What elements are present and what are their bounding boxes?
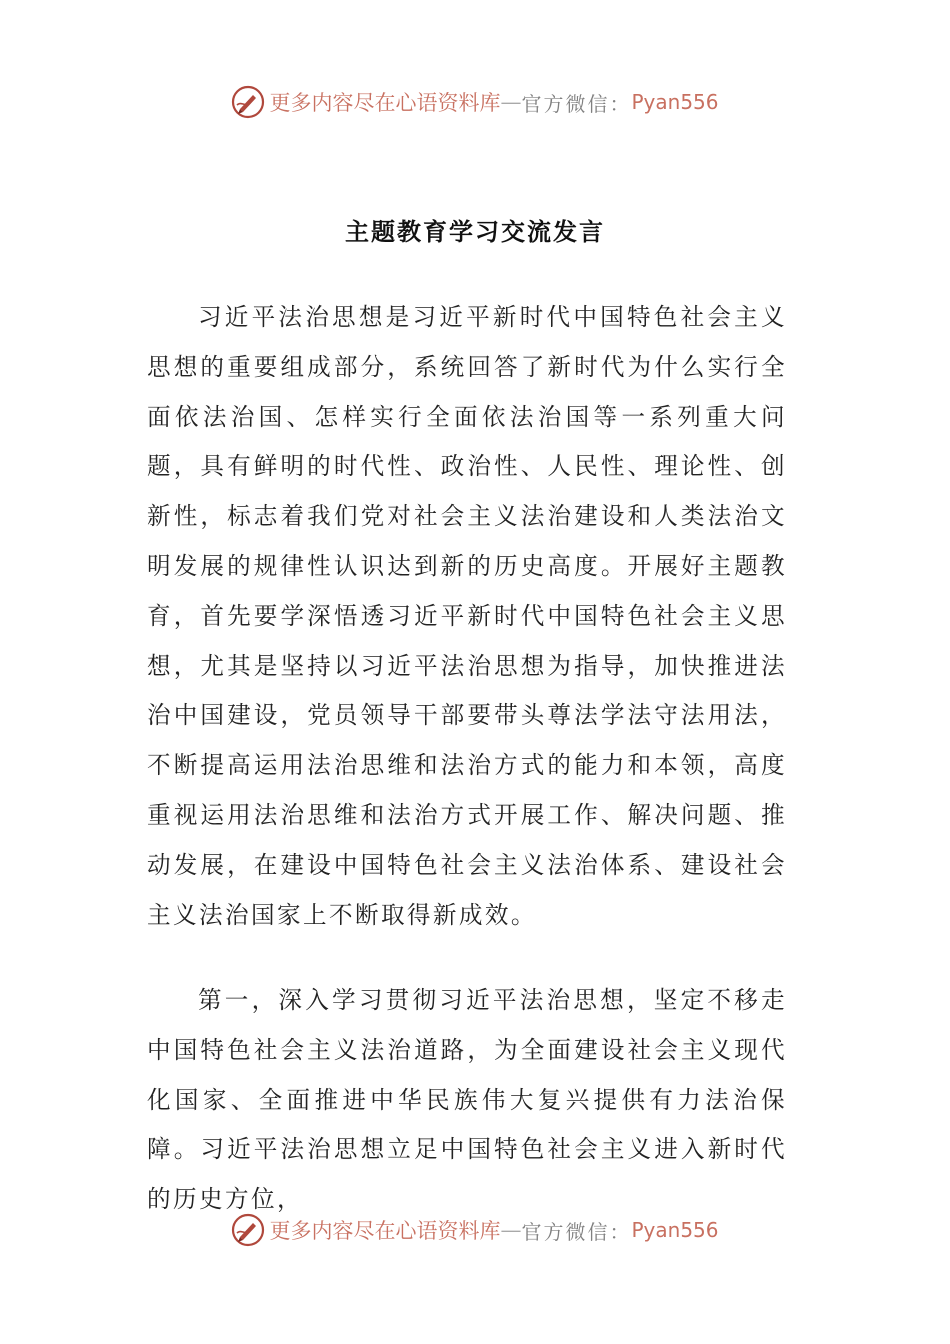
paragraph-2: 第一，深入学习贯彻习近平法治思想，坚定不移走中国特色社会主义法治道路，为全面建设社会主义现代化国家、全面推进中华民族伟大复兴提供有力法治保障。习近平法治思想立足中国特色社会主义进入新时代的历史方位， [147,986,787,1214]
banner-wechat-label: 官方微信： [521,91,632,116]
paragraph-1: 习近平法治思想是习近平新时代中国特色社会主义思想的重要组成部分，系统回答了新时代为什么实行全面依法治国、怎样实行全面依法治国等一系列重大问题，具有鲜明的时代性、政治性、人民性、理论性、创新性，标志着我们党对社会主义法治建设和人类法治文明发展的规律性认识达到新的历史高度。开展好主题教育，首先要学深悟透习近平新时代中国特色社会主义思想，尤其是坚持以习近平法治思想为指导，加快推进法治中国建设，党员领导干部要带头尊法学法守法用法，不断提高运用法治思维和法治方式的能力和本领，高度重视运用法治思维和法治方式开展工作、解决问题、推动发展，在建设中国特色社会主义法治体系、建设社会主义法治国家上不断取得新成效。 [147,303,787,929]
banner-wechat-label: 官方微信： [521,1219,632,1244]
document-title: 主题教育学习交流发言 [345,218,605,246]
pen-logo-icon [231,1213,265,1247]
footer-watermark-banner [0,1210,950,1250]
header-watermark-banner [0,82,950,122]
banner-wechat-id: Pyan556 [631,90,719,114]
banner-site-name: 更多内容尽在心语资料库 [269,91,501,115]
banner-dash: — [500,90,522,114]
banner-dash: — [500,1218,522,1242]
banner-site-name: 更多内容尽在心语资料库 [269,1219,501,1243]
banner-wechat-id: Pyan556 [631,1218,719,1242]
pen-logo-icon [231,85,265,119]
